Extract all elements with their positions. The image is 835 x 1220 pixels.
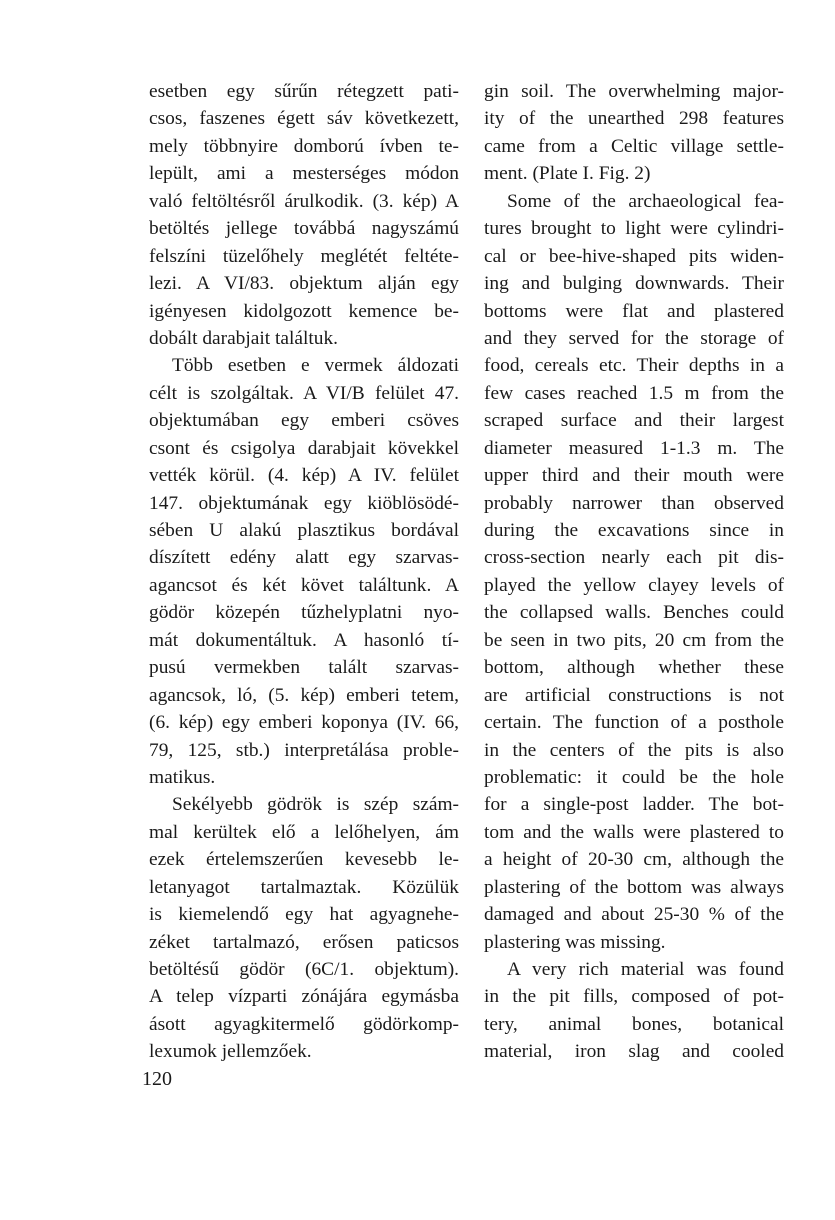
text-line: scraped surface and their largest bbox=[484, 410, 784, 432]
text-line: 79, 125, stb.) interpretálása proble- bbox=[149, 739, 459, 761]
text-line: lexumok jellemzőek. bbox=[149, 1041, 312, 1063]
text-line: plastering was missing. bbox=[484, 931, 666, 953]
text-line: agancsot és két követ találtunk. A bbox=[149, 574, 459, 596]
text-line: cal or bee-hive-shaped pits widen- bbox=[484, 245, 784, 267]
page-number: 120 bbox=[142, 1068, 172, 1090]
text-line: ing and bulging downwards. Their bbox=[484, 273, 784, 295]
text-line: matikus. bbox=[149, 766, 216, 788]
text-line: mát dokumentáltuk. A hasonló tí- bbox=[149, 629, 459, 651]
text-line: mely többnyire domború ívben te- bbox=[149, 135, 459, 157]
text-line: A telep vízparti zónájára egymásba bbox=[149, 986, 459, 1008]
left-column-hungarian-text bbox=[149, 78, 459, 1066]
text-line: upper third and their mouth were bbox=[484, 465, 784, 487]
text-line: are artificial constructions is not bbox=[484, 684, 784, 706]
text-line: Több esetben e vermek áldozati bbox=[172, 355, 459, 377]
text-line: 147. objektumának egy kiöblösödé- bbox=[149, 492, 459, 514]
text-line: tery, animal bones, botanical bbox=[484, 1013, 784, 1035]
text-line: csos, faszenes égett sáv következett, bbox=[149, 108, 459, 130]
text-line: diameter measured 1-1.3 m. The bbox=[484, 437, 784, 459]
text-line: plastering of the bottom was always bbox=[484, 876, 784, 898]
text-line: való feltöltésről árulkodik. (3. kép) A bbox=[149, 190, 459, 212]
text-line: a height of 20-30 cm, although the bbox=[484, 849, 784, 871]
text-line: tures brought to light were cylindri- bbox=[484, 218, 784, 240]
text-line: ity of the unearthed 298 features bbox=[484, 108, 784, 130]
text-line: during the excavations since in bbox=[484, 520, 784, 541]
text-line: certain. The function of a posthole bbox=[484, 712, 784, 734]
text-line: (6. kép) egy emberi koponya (IV. 66, bbox=[149, 712, 459, 734]
text-line: and they served for the storage of bbox=[484, 327, 784, 349]
text-line: came from a Celtic village settle- bbox=[484, 135, 784, 157]
text-line: gödör közepén tűzhelyplatni nyo- bbox=[149, 602, 459, 624]
right-column-english-text bbox=[484, 78, 784, 1066]
text-line: be seen in two pits, 20 cm from the bbox=[484, 629, 784, 651]
text-line: bottom, although whether these bbox=[484, 657, 784, 679]
text-line: betöltésű gödör (6C/1. objektum). bbox=[149, 959, 459, 980]
text-line: zéket tartalmazó, erősen paticsos bbox=[149, 931, 459, 953]
text-line: problematic: it could be the hole bbox=[484, 766, 784, 788]
text-line: played the yellow clayey levels of bbox=[484, 574, 784, 596]
text-line: Sekélyebb gödrök is szép szám- bbox=[172, 794, 459, 816]
text-line: lezi. A VI/83. objektum alján egy bbox=[149, 273, 459, 295]
text-line: material, iron slag and cooled bbox=[484, 1041, 784, 1063]
text-line: díszített edény alatt egy szarvas- bbox=[149, 547, 459, 569]
text-line: objektumában egy emberi csöves bbox=[149, 410, 459, 432]
text-line: célt is szolgáltak. A VI/B felület 47. bbox=[149, 382, 459, 404]
text-line: bottoms were flat and plastered bbox=[484, 300, 784, 322]
text-line: damaged and about 25-30 % of the bbox=[484, 904, 784, 926]
text-line: for a single-post ladder. The bot- bbox=[484, 794, 784, 816]
text-line: A very rich material was found bbox=[507, 959, 784, 980]
text-line: igényesen kidolgozott kemence be- bbox=[149, 300, 459, 322]
text-line: cross-section nearly each pit dis- bbox=[484, 547, 784, 569]
text-line: few cases reached 1.5 m from the bbox=[484, 382, 784, 404]
text-line: felszíni tüzelőhely meglétét feltéte- bbox=[149, 245, 459, 267]
text-line: pusú vermekben talált szarvas- bbox=[149, 657, 459, 679]
text-line: probably narrower than observed bbox=[484, 492, 784, 514]
text-line: sében U alakú plasztikus bordával bbox=[149, 520, 459, 541]
text-line: is kiemelendő egy hat agyagnehe- bbox=[149, 904, 459, 926]
text-line: Some of the archaeological fea- bbox=[507, 190, 784, 212]
text-line: dobált darabjait találtuk. bbox=[149, 327, 338, 349]
text-line: lepült, ami a mesterséges módon bbox=[149, 163, 459, 185]
text-line: vették körül. (4. kép) A IV. felület bbox=[149, 465, 459, 487]
text-line: gin soil. The overwhelming major- bbox=[484, 81, 784, 102]
text-line: in the centers of the pits is also bbox=[484, 739, 784, 761]
text-line: in the pit fills, composed of pot- bbox=[484, 986, 784, 1008]
text-line: betöltés jellege továbbá nagyszámú bbox=[149, 218, 459, 240]
text-line: food, cereals etc. Their depths in a bbox=[484, 355, 784, 377]
text-line: csont és csigolya darabjait kövekkel bbox=[149, 437, 459, 459]
text-line: ezek értelemszerűen kevesebb le- bbox=[149, 849, 459, 871]
text-line: letanyagot tartalmaztak. Közülük bbox=[149, 876, 459, 898]
text-line: ment. (Plate I. Fig. 2) bbox=[484, 163, 651, 185]
text-line: ásott agyagkitermelő gödörkomp- bbox=[149, 1013, 459, 1035]
text-line: the collapsed walls. Benches could bbox=[484, 602, 784, 624]
text-line: agancsok, ló, (5. kép) emberi tetem, bbox=[149, 684, 459, 706]
text-line: esetben egy sűrűn rétegzett pati- bbox=[149, 81, 459, 102]
text-line: mal kerültek elő a lelőhelyen, ám bbox=[149, 821, 459, 843]
text-line: tom and the walls were plastered to bbox=[484, 821, 784, 843]
